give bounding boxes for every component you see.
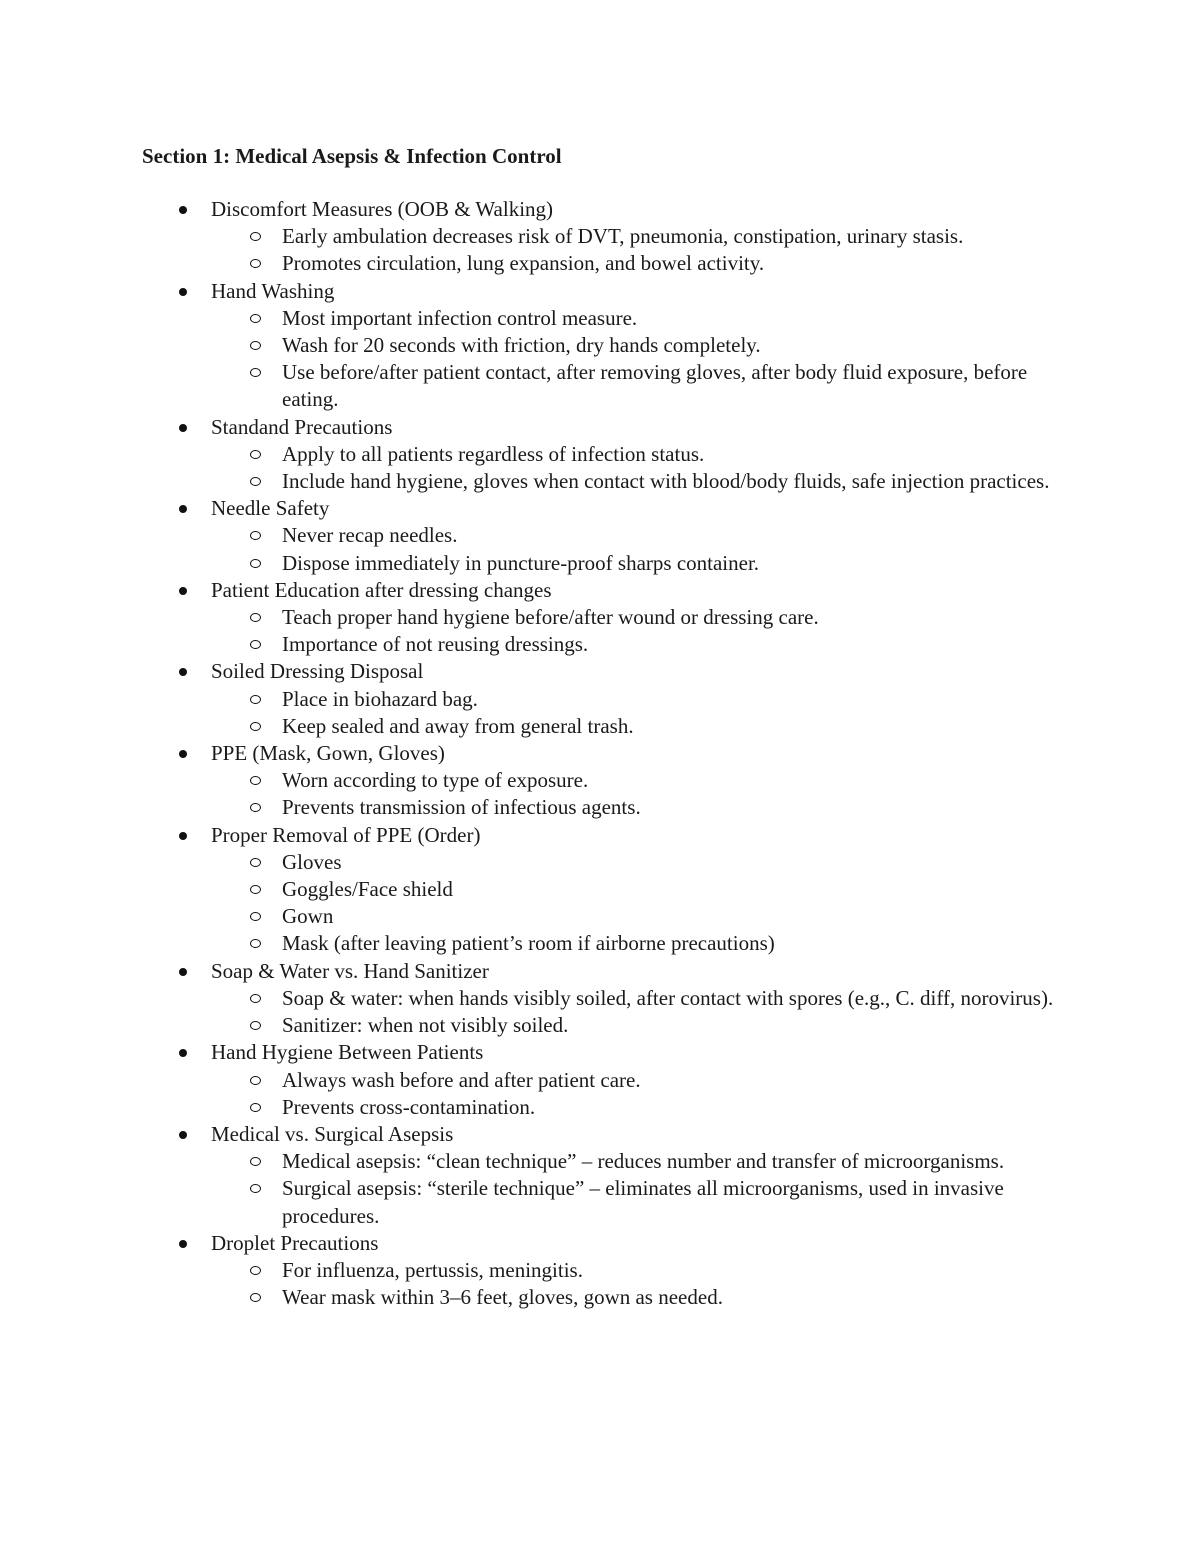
- hollow-bullet-icon: [250, 341, 261, 350]
- sub-point-text: Teach proper hand hygiene before/after wound or dressing care.: [282, 605, 819, 630]
- hollow-bullet-icon: [250, 314, 261, 323]
- sub-point-item: [0, 767, 1200, 794]
- topic-heading: Proper Removal of PPE (Order): [211, 822, 481, 847]
- sub-point-text: Wear mask within 3–6 feet, gloves, gown as needed.: [282, 1285, 723, 1310]
- hollow-bullet-icon: [250, 722, 261, 731]
- sub-point-text: Gloves: [282, 849, 342, 874]
- filled-bullet-icon: [179, 968, 187, 976]
- hollow-bullet-icon: [250, 776, 261, 785]
- sub-point-item: [0, 604, 1200, 631]
- sub-point-text: Keep sealed and away from general trash.: [282, 713, 634, 738]
- hollow-bullet-icon: [250, 858, 261, 867]
- topic-item: [0, 414, 1200, 496]
- hollow-bullet-icon: [250, 450, 261, 459]
- sub-point-text: Promotes circulation, lung expansion, and bowel activity.: [282, 251, 765, 276]
- topic-item: [0, 1230, 1200, 1312]
- sub-point-text: Soap & water: when hands visibly soiled, after contact with spores (e.g., C. diff, norovirus).: [282, 985, 1054, 1010]
- topic-item: [0, 658, 1200, 740]
- hollow-bullet-icon: [250, 1293, 261, 1302]
- sub-point-list: [211, 686, 1200, 740]
- filled-bullet-icon: [179, 832, 187, 840]
- topic-heading: Hand Hygiene Between Patients: [211, 1040, 484, 1065]
- sub-point-item: [0, 468, 1200, 495]
- sub-point-text: Prevents transmission of infectious agents.: [282, 795, 641, 820]
- sub-point-text: Sanitizer: when not visibly soiled.: [282, 1013, 569, 1038]
- topic-heading: Standand Precautions: [211, 414, 393, 439]
- filled-bullet-icon: [179, 668, 187, 676]
- sub-point-list: [211, 305, 1200, 414]
- hollow-bullet-icon: [250, 531, 261, 540]
- sub-point-item: [0, 794, 1200, 821]
- hollow-bullet-icon: [250, 1076, 261, 1085]
- sub-point-item: [0, 1175, 1200, 1229]
- sub-point-list: [211, 441, 1200, 495]
- sub-point-item: [0, 985, 1200, 1012]
- sub-point-item: [0, 713, 1200, 740]
- hollow-bullet-icon: [250, 640, 261, 649]
- topic-heading: Patient Education after dressing changes: [211, 577, 552, 602]
- filled-bullet-icon: [179, 587, 187, 595]
- sub-point-item: [0, 332, 1200, 359]
- topic-item: [0, 958, 1200, 1040]
- sub-point-item: [0, 1284, 1200, 1311]
- sub-point-list: [211, 767, 1200, 821]
- sub-point-text: Mask (after leaving patient’s room if airborne precautions): [282, 931, 775, 956]
- sub-point-item: [0, 1067, 1200, 1094]
- sub-point-text: Goggles/Face shield: [282, 877, 453, 902]
- sub-point-text: Wash for 20 seconds with friction, dry hands completely.: [282, 333, 761, 358]
- topic-heading: Discomfort Measures (OOB & Walking): [211, 197, 554, 221]
- sub-point-item: [0, 930, 1200, 957]
- hollow-bullet-icon: [250, 559, 261, 568]
- hollow-bullet-icon: [250, 1021, 261, 1030]
- sub-point-text: Dispose immediately in puncture-proof sharps container.: [282, 550, 760, 575]
- sub-point-item: [0, 1094, 1200, 1121]
- sub-point-list: [211, 1067, 1200, 1121]
- sub-point-text: Apply to all patients regardless of infection status.: [282, 441, 705, 466]
- sub-point-text: Use before/after patient contact, after removing gloves, after body fluid exposure, before eating.: [282, 360, 1028, 412]
- topic-item: [0, 822, 1200, 958]
- sub-point-item: [0, 686, 1200, 713]
- topic-item: [0, 577, 1200, 659]
- hollow-bullet-icon: [250, 803, 261, 812]
- sub-point-item: [0, 903, 1200, 930]
- sub-point-list: [211, 522, 1200, 576]
- sub-point-text: Medical asepsis: “clean technique” – reduces number and transfer of microorganisms.: [282, 1149, 1005, 1174]
- topic-heading: Hand Washing: [211, 278, 335, 303]
- sub-point-item: [0, 631, 1200, 658]
- sub-point-text: Early ambulation decreases risk of DVT, pneumonia, constipation, urinary stasis.: [282, 224, 964, 249]
- sub-point-text: Surgical asepsis: “sterile technique” – eliminates all microorganisms, used in invasive procedures.: [282, 1176, 1004, 1228]
- filled-bullet-icon: [179, 288, 187, 296]
- sub-point-item: [0, 849, 1200, 876]
- sub-point-text: Include hand hygiene, gloves when contact with blood/body fluids, safe injection practices.: [282, 469, 1050, 494]
- sub-point-text: For influenza, pertussis, meningitis.: [282, 1257, 583, 1282]
- hollow-bullet-icon: [250, 939, 261, 948]
- topic-heading: Droplet Precautions: [211, 1230, 379, 1255]
- topic-item: [0, 495, 1200, 577]
- hollow-bullet-icon: [250, 994, 261, 1003]
- sub-point-text: Worn according to type of exposure.: [282, 768, 589, 793]
- sub-point-item: [0, 223, 1200, 250]
- topic-item: [0, 740, 1200, 822]
- sub-point-text: Prevents cross-contamination.: [282, 1094, 536, 1119]
- sub-point-list: [211, 985, 1200, 1039]
- section-title: Section 1: Medical Asepsis & Infection Control: [142, 144, 562, 168]
- sub-point-item: [0, 1257, 1200, 1284]
- sub-point-item: [0, 359, 1200, 413]
- sub-point-list: [211, 1257, 1200, 1311]
- topic-item: [0, 278, 1200, 414]
- sub-point-text: Most important infection control measure.: [282, 305, 638, 330]
- filled-bullet-icon: [179, 750, 187, 758]
- filled-bullet-icon: [179, 1049, 187, 1057]
- filled-bullet-icon: [179, 505, 187, 513]
- hollow-bullet-icon: [250, 1266, 261, 1275]
- hollow-bullet-icon: [250, 912, 261, 921]
- sub-point-text: Never recap needles.: [282, 523, 458, 548]
- hollow-bullet-icon: [250, 232, 261, 241]
- sub-point-list: [211, 1148, 1200, 1230]
- topic-outline: [0, 196, 1200, 1311]
- hollow-bullet-icon: [250, 695, 261, 704]
- sub-point-item: [0, 1012, 1200, 1039]
- filled-bullet-icon: [179, 206, 187, 214]
- sub-point-item: [0, 550, 1200, 577]
- sub-point-item: [0, 522, 1200, 549]
- topic-heading: Soap & Water vs. Hand Sanitizer: [211, 958, 489, 983]
- sub-point-item: [0, 250, 1200, 277]
- hollow-bullet-icon: [250, 368, 261, 377]
- filled-bullet-icon: [179, 1240, 187, 1248]
- sub-point-list: [211, 223, 1200, 277]
- hollow-bullet-icon: [250, 1157, 261, 1166]
- filled-bullet-icon: [179, 1131, 187, 1139]
- sub-point-list: [211, 604, 1200, 658]
- sub-point-item: [0, 876, 1200, 903]
- hollow-bullet-icon: [250, 885, 261, 894]
- topic-item: [0, 1121, 1200, 1230]
- topic-heading: Soiled Dressing Disposal: [211, 659, 424, 684]
- sub-point-item: [0, 1148, 1200, 1175]
- hollow-bullet-icon: [250, 613, 261, 622]
- sub-point-item: [0, 441, 1200, 468]
- hollow-bullet-icon: [250, 259, 261, 268]
- hollow-bullet-icon: [250, 1103, 261, 1112]
- hollow-bullet-icon: [250, 1184, 261, 1193]
- sub-point-list: [211, 849, 1200, 958]
- sub-point-text: Always wash before and after patient care.: [282, 1067, 641, 1092]
- topic-heading: Needle Safety: [211, 496, 330, 521]
- topic-item: [0, 1039, 1200, 1121]
- topic-item: [0, 196, 1200, 278]
- sub-point-text: Place in biohazard bag.: [282, 686, 478, 711]
- sub-point-text: Importance of not reusing dressings.: [282, 632, 589, 657]
- sub-point-item: [0, 305, 1200, 332]
- topic-heading: PPE (Mask, Gown, Gloves): [211, 741, 445, 766]
- filled-bullet-icon: [179, 424, 187, 432]
- hollow-bullet-icon: [250, 477, 261, 486]
- sub-point-text: Gown: [282, 904, 334, 929]
- topic-heading: Medical vs. Surgical Asepsis: [211, 1121, 454, 1146]
